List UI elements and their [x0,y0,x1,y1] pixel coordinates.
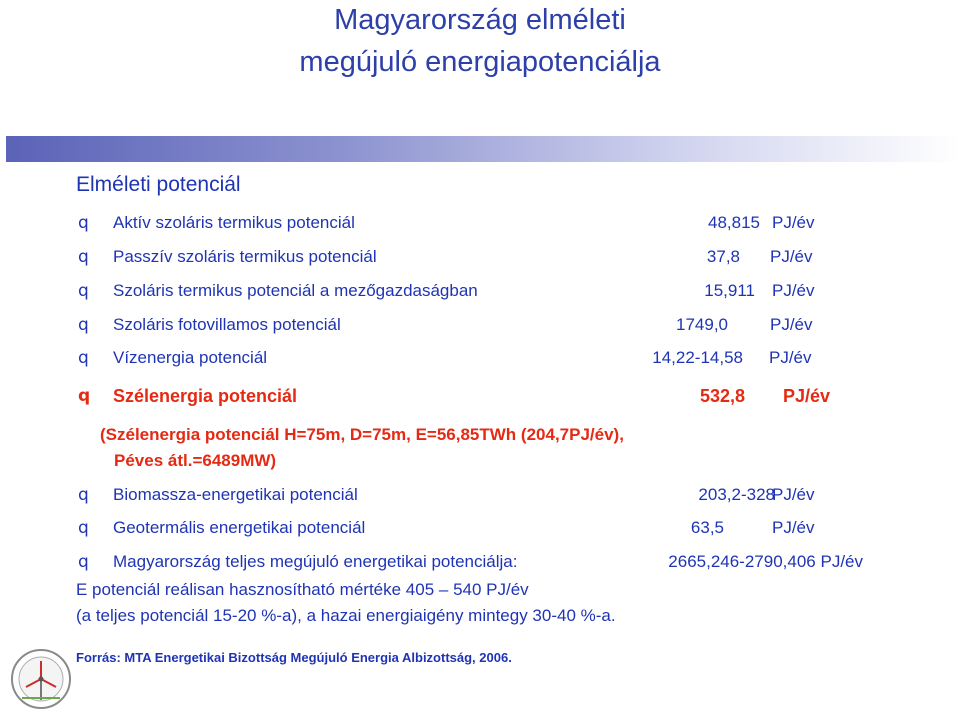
item-unit: PJ/év [769,348,812,367]
item-value: 48,815 [708,213,760,232]
list-item-highlighted [0,386,960,414]
bullet-icon: q [78,213,89,233]
item-label: Szoláris fotovillamos potenciál [113,315,341,334]
item-unit: PJ/év [772,281,815,300]
bullet-icon: q [78,552,89,572]
item-unit: PJ/év [770,315,813,334]
total-value: 2665,246-2790,406 PJ/év [668,552,863,571]
bullet-icon: q [78,247,89,267]
share-line: (a teljes potenciál 15-20 %-a), a hazai energiaigény mintegy 30-40 %-a. [76,606,616,625]
wind-note-line-1: (Szélenergia potenciál H=75m, D=75m, E=56,85TWh (204,7PJ/év), [100,425,624,444]
item-label: Passzív szoláris termikus potenciál [113,247,377,266]
item-value: 203,2-328 [698,485,775,504]
bullet-icon: q [78,281,89,301]
item-unit: PJ/év [783,386,831,406]
list-item [0,213,960,241]
item-label: Biomassza-energetikai potenciál [113,485,358,504]
total-label: Magyarország teljes megújuló energetikai potenciálja: [113,552,518,571]
item-unit: PJ/év [772,485,815,504]
item-value: 63,5 [690,518,724,537]
item-label: Szélenergia potenciál [113,386,298,406]
total-row [0,552,960,580]
bullet-icon: q [78,518,89,538]
item-value: 1749,0 [676,315,728,334]
list-item [0,485,960,513]
bullet-icon: q [78,386,91,406]
wind-note-line-2: Péves átl.=6489MW) [114,451,277,470]
item-value: 14,22-14,58 [652,348,743,367]
item-unit: PJ/év [772,518,815,537]
item-label: Vízenergia potenciál [113,348,268,367]
item-label: Aktív szoláris termikus potenciál [113,213,355,232]
page-title-line-2: megújuló energiapotenciálja [299,46,661,78]
header-gradient-band [6,136,960,162]
page-title-line-1: Magyarország elméleti [334,4,626,36]
section-title: Elméleti potenciál [76,173,241,196]
item-value: 532,8 [699,386,745,406]
item-unit: PJ/év [772,213,815,232]
item-value: 15,911 [704,281,755,300]
item-value: 37,8 [706,247,740,266]
bullet-icon: q [78,485,89,505]
list-item [0,247,960,275]
list-item [0,518,960,546]
wind-note [100,422,820,474]
list-item [0,281,960,309]
bullet-icon: q [78,348,89,368]
item-unit: PJ/év [770,247,813,266]
wind-turbine-seal-logo [10,648,72,710]
item-label: Geotermális energetikai potenciál [113,518,366,537]
item-label: Szoláris termikus potenciál a mezőgazdaságban [113,281,478,300]
bullet-icon: q [78,315,89,335]
realizable-line: E potenciál reálisan hasznosítható mértéke 405 – 540 PJ/év [76,580,529,599]
list-item [0,315,960,343]
source-citation: Forrás: MTA Energetikai Bizottság Megújuló Energia Albizottság, 2006. [76,650,512,665]
list-item [0,348,960,376]
